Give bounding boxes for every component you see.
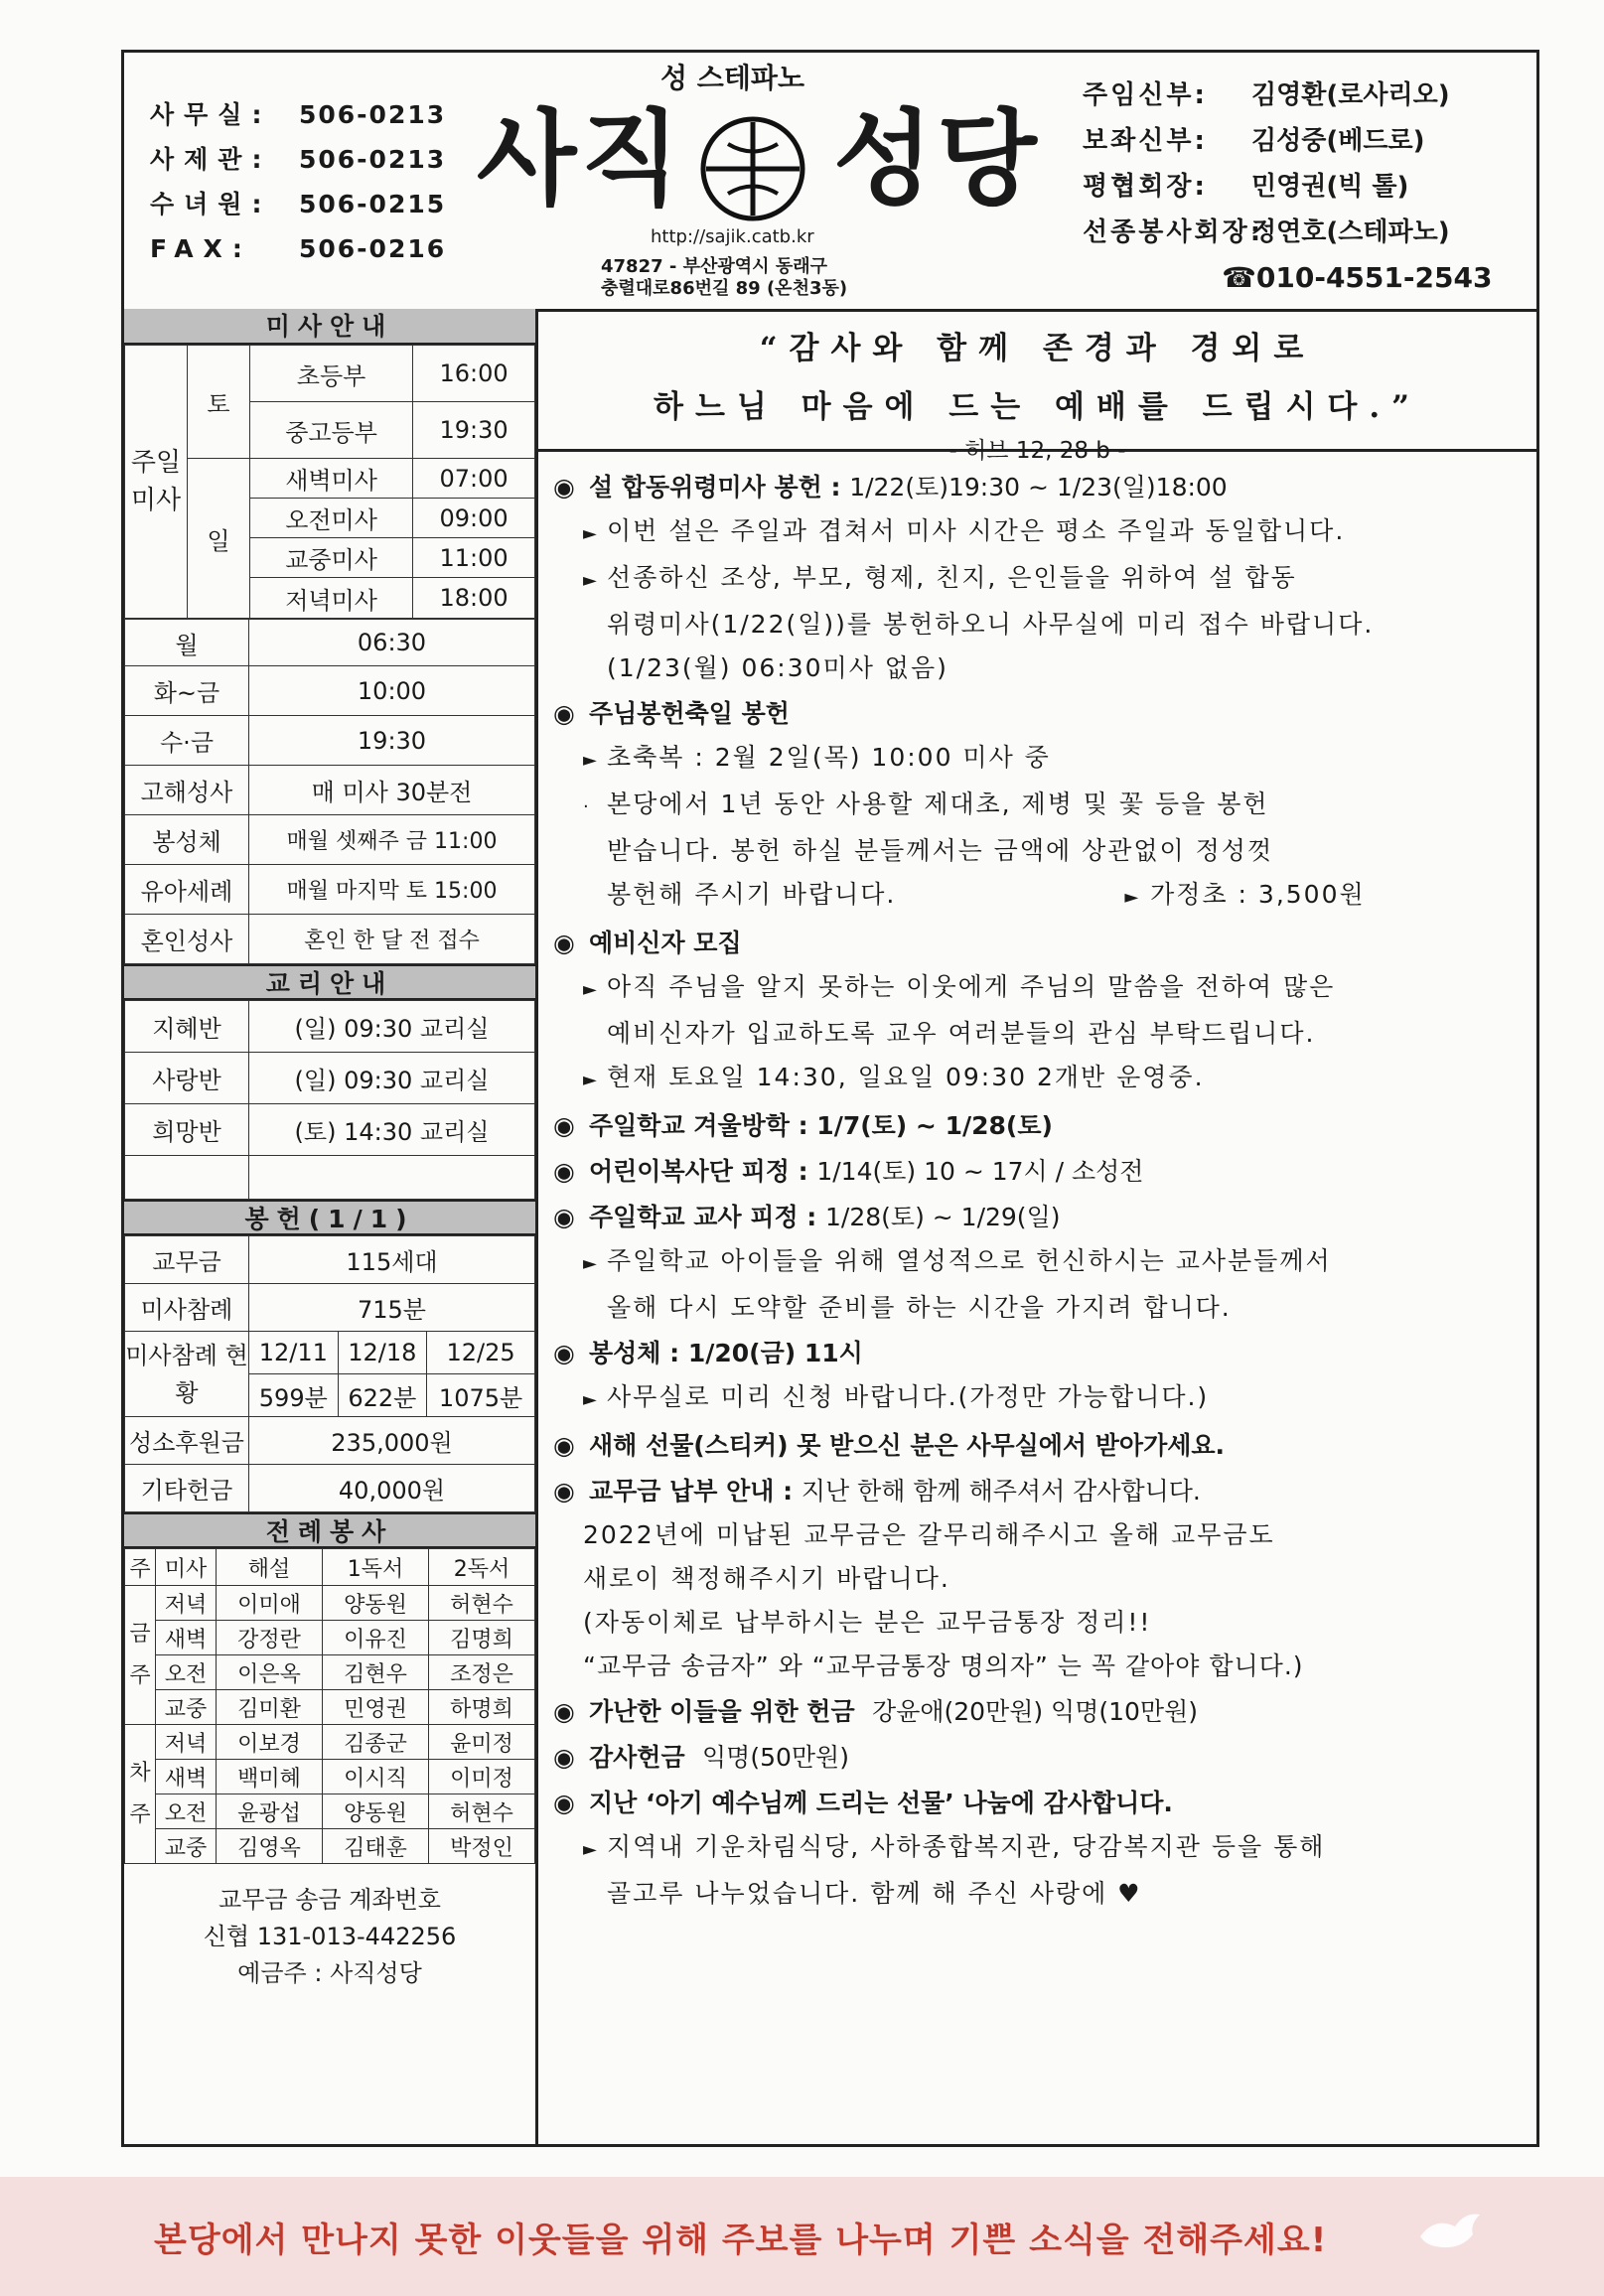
announcement-text: ► 주일학교 아이들을 위해 열성적으로 헌신하시는 교사분들께서 [553,1239,1539,1286]
contact-office: 사무실: 506-0213 [150,100,447,129]
announcement-text: ► 지역내 기운차림식당, 사하종합복지관, 당감복지관 등을 통해 [553,1825,1539,1872]
class-name: 지혜반 [125,1001,249,1053]
table-row [125,1794,535,1829]
server-cell: 윤광섭 [217,1794,323,1829]
server-cell: 김명희 [429,1621,535,1655]
table-row [125,1053,535,1104]
announcement-title: ◉ 설 합동위령미사 봉헌 : 1/22(토)19:30 ~ 1/23(일)18:00 [553,466,1539,509]
server-cell: 이시직 [323,1760,429,1794]
catechism-table [124,1000,535,1200]
table-row [125,1690,535,1725]
contact-rectory: 사제관: 506-0213 [150,145,447,174]
arrow-icon: ► [583,750,599,771]
saturday-label: 토 [188,346,250,459]
server-cell: 이유진 [323,1621,429,1655]
dove-icon [1415,2207,1485,2256]
offering-label: 성소후원금 [125,1417,249,1465]
announcement-text: ► 현재 토요일 14:30, 일요일 09:30 2개반 운영중. [553,1056,1539,1102]
server-cell: 양동원 [323,1794,429,1829]
liturgy-table [124,1548,535,1864]
announcement-text: ► 선종하신 조상, 부모, 형제, 친지, 은인들을 위하여 설 합동 [553,556,1539,603]
announcement-title: ◉ 주일학교 교사 피정 : 1/28(토) ~ 1/29(일) [553,1196,1539,1239]
class-info: (토) 14:30 교리실 [249,1104,535,1156]
mass-name: 오전미사 [250,499,413,538]
server-cell: 김태훈 [323,1829,429,1864]
announcement-text: 2022년에 미납된 교무금은 갈무리해주시고 올해 교무금도 [583,1520,1275,1549]
mass-time: 09:00 [413,499,535,538]
server-cell: 허현수 [429,1794,535,1829]
weekday-label: 유아세례 [125,865,249,915]
attendance-count: 622분 [338,1374,427,1417]
account-info: 교무금 송금 계좌번호 신협 131-013-442256 예금주 : 사직성당 [203,1886,457,1987]
left-column [124,309,538,2144]
sunday-label: 일 [188,459,250,619]
table-row [125,1156,535,1200]
website-link[interactable]: http://sajik.catb.kr [651,226,814,247]
server-cell: 박정인 [429,1829,535,1864]
mass-cell: 새벽 [156,1760,217,1794]
table-row [125,815,535,865]
mass-name: 중고등부 [250,402,413,459]
mass-schedule-table [124,345,535,619]
clergy-assistant: 보좌신부: 김성중(베드로) [1083,126,1425,156]
table-row [125,1284,535,1332]
announcement-text: 봉헌해 주시기 바랍니다. ► 가정초 : 3,500원 [607,880,1366,909]
announcement-text: ► 이번 설은 주일과 겹쳐서 미사 시간은 평소 주일과 동일합니다. [553,509,1539,556]
weekday-schedule-table [124,619,535,964]
attendance-count: 1075분 [427,1374,535,1417]
announcement-text: · 본당에서 1년 동안 사용할 제대초, 제병 및 꽃 등을 봉헌 [553,783,1539,829]
weekday-label: 화~금 [125,666,249,716]
announcement-title: ◉ 봉성체 : 1/20(금) 11시 [553,1332,1539,1375]
attendance-date: 12/18 [338,1332,427,1374]
table-row [125,1465,535,1512]
weekday-time: 매월 셋째주 금 11:00 [249,815,535,865]
server-cell: 양동원 [323,1586,429,1621]
server-cell: 김미환 [217,1690,323,1725]
offering-table [124,1235,535,1512]
mass-cell: 오전 [156,1794,217,1829]
catechism-title: 교리안내 [124,964,535,1000]
offering-label: 교무금 [125,1236,249,1284]
weekday-time: 혼인 한 달 전 접수 [249,915,535,964]
liturgy-title: 전례봉사 [124,1512,535,1548]
server-cell: 강정란 [217,1621,323,1655]
class-info: (일) 09:30 교리실 [249,1053,535,1104]
right-column [535,309,1539,2144]
mass-name: 초등부 [250,346,413,402]
arrow-icon: ► [1124,887,1141,908]
server-cell: 김종군 [323,1725,429,1760]
announcement-text: (자동이체로 납부하시는 분은 교무금통장 정리!! [583,1608,1152,1637]
table-row [125,716,535,766]
announcement-text: 받습니다. 봉헌 하실 분들께서는 금액에 상관없이 정성껏 [607,836,1274,865]
announcement-text: (1/23(월) 06:30미사 없음) [607,653,948,682]
server-cell: 이보경 [217,1725,323,1760]
announcement-text: 예비신자가 입교하도록 교우 여러분들의 관심 부탁드립니다. [607,1019,1316,1048]
mass-time: 18:00 [413,578,535,619]
announcements [535,452,1539,1916]
class-name: 사랑반 [125,1053,249,1104]
weekday-label: 수·금 [125,716,249,766]
bullet-icon: ◉ [553,1111,575,1140]
bullet-icon: ◉ [553,473,575,502]
announcement-text: “교무금 송금자” 와 “교무금통장 명의자” 는 꼭 같아야 합니다.) [583,1651,1304,1680]
mass-time: 16:00 [413,346,535,402]
sunday-mass-label: 주일미사 [125,346,188,619]
church-subtitle: 성 스테파노 [660,62,804,94]
church-address: 47827 - 부산광역시 동래구 충렬대로86번길 89 (온천3동) [601,256,848,299]
mass-time: 19:30 [413,402,535,459]
bulletin-frame [121,50,1539,2147]
bullet-icon: ◉ [553,1339,575,1367]
weekday-time: 10:00 [249,666,535,716]
clergy-funeral-president: 선종봉사회장:정연호(스테파노) [1083,217,1450,247]
announcement-title: ◉ 주일학교 겨울방학 : 1/7(토) ~ 1/28(토) [553,1104,1539,1148]
church-logo-icon [698,114,807,223]
clergy-council-president: 평협회장: 민영권(빅 톨) [1083,172,1409,202]
attendance-count: 599분 [249,1374,339,1417]
announcement-text: 올해 다시 도약할 준비를 하는 시간을 가지려 합니다. [607,1293,1232,1322]
week-label: 금주 [125,1586,156,1725]
column-header: 미사 [156,1549,217,1586]
announcement-title: ◉ 주님봉헌축일 봉헌 [553,692,1539,736]
table-row [125,1332,535,1374]
weekday-time: 19:30 [249,716,535,766]
announcement-text: ► 아직 주님을 알지 못하는 이웃에게 주님의 말씀을 전하여 많은 [553,965,1539,1012]
server-cell: 민영권 [323,1690,429,1725]
arrow-icon: ► [583,523,599,544]
server-cell: 이은옥 [217,1655,323,1690]
announcement-title: ◉ 새해 선물(스티커) 못 받으신 분은 사무실에서 받아가세요. [553,1424,1539,1468]
announcement-title: ◉ 교무금 납부 안내 : 지난 한해 함께 해주셔서 감사합니다. [553,1470,1539,1513]
footer-message: 본당에서 만나지 못한 이웃들을 위해 주보를 나누며 기쁜 소식을 전해주세요! [154,2221,1328,2260]
week-label: 차주 [125,1725,156,1864]
weekday-label: 봉성체 [125,815,249,865]
arrow-icon: ► [583,1070,599,1090]
announcement-title: ◉ 예비신자 모집 [553,922,1539,965]
mass-cell: 오전 [156,1655,217,1690]
table-row [125,1586,535,1621]
bullet-icon: ◉ [553,1157,575,1186]
verse-line: “감사와 함께 존경과 경외로 [759,331,1316,366]
announcement-text: ► 사무실로 미리 신청 바랍니다.(가정만 가능합니다.) [553,1375,1539,1422]
attendance-date: 12/11 [249,1332,339,1374]
table-row [125,1760,535,1794]
offering-value: 715분 [249,1284,535,1332]
offering-value: 40,000원 [249,1465,535,1512]
class-info: (일) 09:30 교리실 [249,1001,535,1053]
mass-cell: 저녁 [156,1725,217,1760]
weekday-time: 매 미사 30분전 [249,766,535,815]
server-cell: 이미정 [429,1760,535,1794]
arrow-icon: ► [583,979,599,1000]
bullet-icon: ◉ [553,1431,575,1460]
mass-guide-title: 미사안내 [124,309,535,345]
mass-cell: 교중 [156,1829,217,1864]
column-header: 해설 [217,1549,323,1586]
table-row [125,1549,535,1586]
mass-cell: 저녁 [156,1586,217,1621]
mass-time: 07:00 [413,459,535,499]
column-header: 1독서 [323,1549,429,1586]
contact-list [150,92,446,271]
server-cell: 김현우 [323,1655,429,1690]
weekday-label: 혼인성사 [125,915,249,964]
bullet-icon: ◉ [553,1203,575,1231]
announcement-text: 위령미사(1/22(일))를 봉헌하오니 사무실에 미리 접수 바랍니다. [607,610,1375,639]
mass-name: 저녁미사 [250,578,413,619]
weekday-time: 매월 마지막 토 15:00 [249,865,535,915]
announcement-title: ◉ 지난 ‘아기 예수님께 드리는 선물’ 나눔에 감사합니다. [553,1782,1539,1825]
mass-cell: 새벽 [156,1621,217,1655]
server-cell: 윤미정 [429,1725,535,1760]
server-cell: 김영옥 [217,1829,323,1864]
table-row [125,915,535,964]
clergy-list [1083,72,1492,301]
dot-icon: · [583,796,591,817]
contact-fax: FAX: 506-0216 [150,234,447,263]
server-cell: 백미혜 [217,1760,323,1794]
clergy-pastor: 주임신부: 김영환(로사리오) [1083,80,1450,110]
mass-name: 새벽미사 [250,459,413,499]
arrow-icon: ► [583,570,599,591]
table-row [125,1655,535,1690]
table-row [125,766,535,815]
bullet-icon: ◉ [553,1743,575,1772]
mass-name: 교중미사 [250,538,413,578]
mass-cell: 교중 [156,1690,217,1725]
table-row [125,620,535,666]
arrow-icon: ► [583,1389,599,1410]
header [124,53,1536,312]
offering-label: 기타헌금 [125,1465,249,1512]
weekday-label: 월 [125,620,249,666]
column-header: 주 [125,1549,156,1586]
arrow-icon: ► [583,1839,599,1860]
attendance-date: 12/25 [427,1332,535,1374]
mass-time: 11:00 [413,538,535,578]
table-row [125,1417,535,1465]
table-row [125,1001,535,1053]
bible-verse [535,309,1539,464]
bullet-icon: ◉ [553,1789,575,1817]
table-row [125,346,535,402]
announcement-text: 새로이 책정해주시기 바랍니다. [583,1564,950,1593]
server-cell: 조정은 [429,1655,535,1690]
table-row [125,1725,535,1760]
offering-value: 235,000원 [249,1417,535,1465]
table-row [125,1236,535,1284]
weekday-label: 고해성사 [125,766,249,815]
offering-title: 봉헌(1/1) [124,1200,535,1235]
weekday-time: 06:30 [249,620,535,666]
contact-convent: 수녀원: 506-0215 [150,190,447,218]
class-name: 희망반 [125,1104,249,1156]
announcement-title: ◉ 감사헌금 익명(50만원) [553,1736,1539,1780]
announcement-title: ◉ 가난한 이들을 위한 헌금 강윤애(20만원) 익명(10만원) [553,1690,1539,1734]
server-cell: 이미애 [217,1586,323,1621]
table-row [125,1829,535,1864]
table-row [125,1621,535,1655]
bullet-icon: ◉ [553,1697,575,1726]
arrow-icon: ► [583,1253,599,1274]
server-cell: 하명희 [429,1690,535,1725]
bullet-icon: ◉ [553,699,575,728]
footer-banner [0,2177,1604,2296]
announcement-title: ◉ 어린이복사단 피정 : 1/14(토) 10 ~ 17시 / 소성전 [553,1150,1539,1194]
column-header: 2독서 [429,1549,535,1586]
table-row [125,865,535,915]
attendance-label: 미사참례 현황 [125,1332,249,1417]
server-cell: 허현수 [429,1586,535,1621]
church-title: 사직 성당 [477,98,1041,219]
bullet-icon: ◉ [553,1477,575,1506]
table-row [125,666,535,716]
bullet-icon: ◉ [553,929,575,957]
phone-number: ☎010-4551-2543 [1222,261,1493,294]
announcement-text: 골고루 나누었습니다. 함께 해 주신 사랑에 ♥ [607,1879,1142,1908]
verse-line: 하느님 마음에 드는 예배를 드립시다.” [654,389,1421,425]
offering-label: 미사참례 [125,1284,249,1332]
verse-reference: - 히브 12, 28 b - [948,438,1126,464]
announcement-text: ► 초축복 : 2월 2일(목) 10:00 미사 중 [553,736,1539,783]
table-row [125,1104,535,1156]
offering-value: 115세대 [249,1236,535,1284]
